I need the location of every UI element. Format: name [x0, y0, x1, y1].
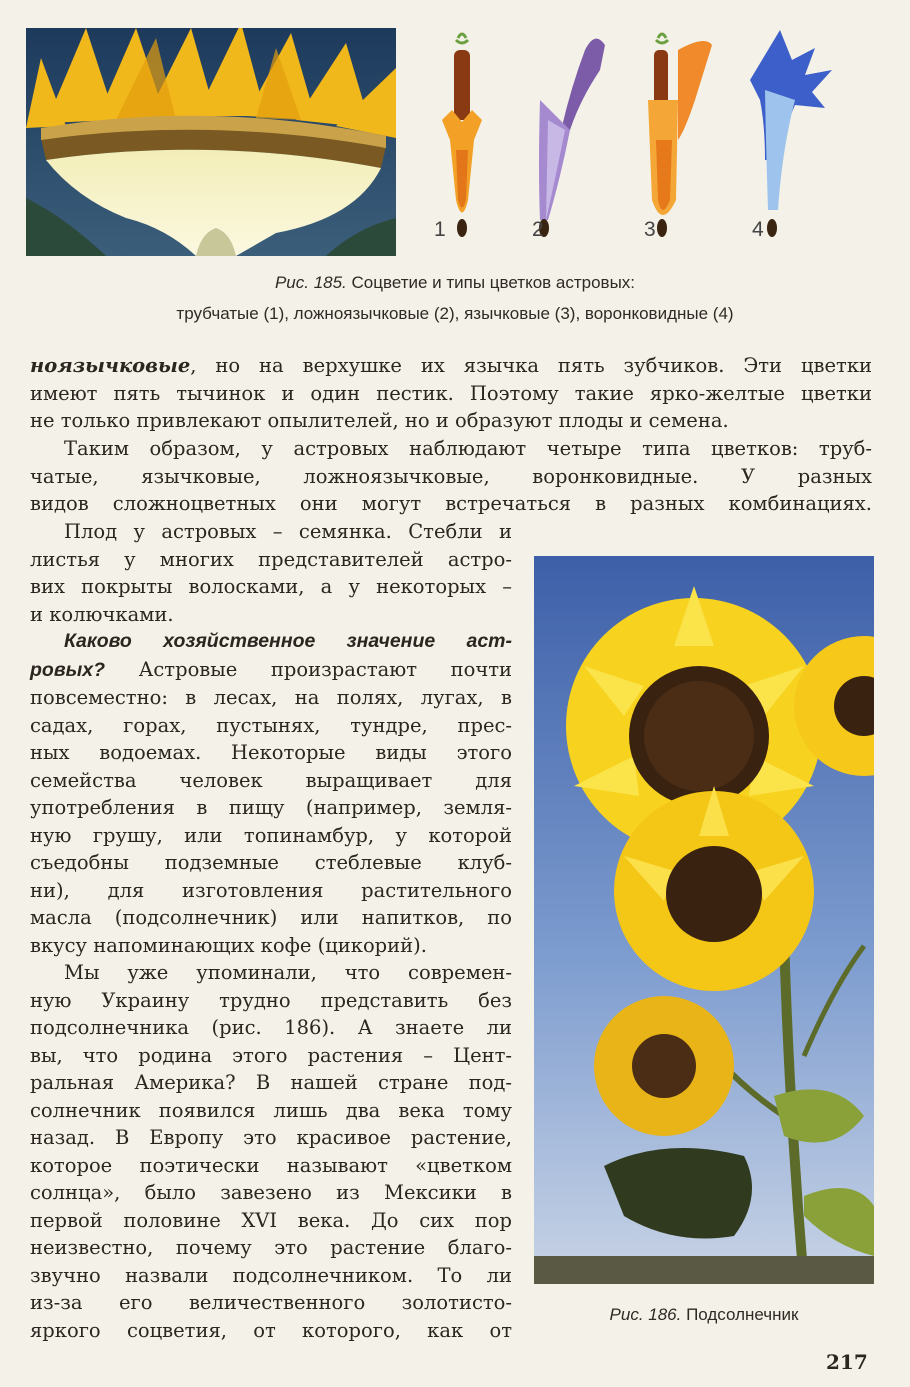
paragraph-4-line: повсеместно: в лесах, на полях, лугах, в: [30, 686, 512, 709]
ligulate-flower-drawing: [648, 34, 712, 237]
paragraph-1: ноязычковые, но на верхушке их язычка пять зубчиков. Эти цветки имеют пять тычинок и один пестик. Поэтому такие ярко-желтые цветки не только привлекают опылителей, но и образуют плоды и семена.: [30, 352, 872, 435]
paragraph-2: [30, 435, 872, 518]
term-false-ligulate: ноязычковые: [30, 354, 191, 377]
paragraph-5-line: ную Украину трудно представить без: [30, 988, 512, 1012]
paragraph-4-line: ни), для изготовления растительного: [30, 878, 512, 902]
paragraph-4-line: садах, горах, пустынях, тундре, прес-: [30, 713, 512, 737]
flower-label-4: 4: [752, 218, 764, 241]
sunflower-section-photo: [26, 28, 396, 256]
figure-185-prefix: Рис. 185.: [274, 273, 347, 292]
paragraph-1-line-2: имеют пять тычинок и один пестик. Поэтому такие ярко-желтые цветки: [30, 381, 872, 405]
paragraph-2-line-3: видов сложноцветных они могут встречаться в разных комбинациях.: [30, 492, 872, 515]
flower-label-3: 3: [644, 218, 656, 241]
section-question-line-2: ровых?: [30, 658, 106, 681]
paragraph-5-line: яркого соцветия, от которого, как от: [30, 1318, 512, 1342]
paragraph-4-line: ных водоемах. Некоторые виды этого: [30, 741, 512, 764]
paragraph-5-line: из-за его величественного золотисто-: [30, 1291, 512, 1314]
paragraph-1-line-3: не только привлекают опылителей, но и образуют плоды и семена.: [30, 409, 729, 432]
figure-186-title: Подсолнечник: [681, 1305, 799, 1324]
figure-185-caption: [30, 273, 880, 293]
flower-label-2: 2: [532, 218, 544, 241]
paragraph-5-line: ральная Америка? В нашей стране под-: [30, 1071, 512, 1094]
paragraph-4-line: вкусу напоминающих кофе (цикорий).: [30, 933, 427, 957]
tubular-flower-drawing: [442, 34, 482, 237]
paragraph-5-line: подсолнечника (рис. 186). А знаете ли: [30, 1016, 512, 1039]
flower-types-illustration: [420, 30, 850, 245]
paragraph-2-line-1: Таким образом, у астровых наблюдают четыре типа цветков: труб-: [64, 437, 872, 460]
paragraph-4-line: употребления в пищу (например, земля-: [30, 796, 512, 819]
paragraph-5-line: первой половине XVI века. До сих пор: [30, 1208, 512, 1232]
paragraph-5-line: которое поэтически называют «цветком: [30, 1153, 512, 1177]
figure-185-title: Соцветие и типы цветков астровых:: [346, 273, 636, 292]
sunflower-photo: [534, 556, 874, 1284]
paragraph-5-line: Мы уже упоминали, что современ-: [64, 961, 512, 984]
paragraph-4-line: семейства человек выращивает для: [30, 768, 512, 792]
figure-186-caption: [534, 1305, 874, 1325]
figure-186-prefix: Рис. 186.: [609, 1305, 682, 1324]
paragraph-4-line: ную грушу, или топинамбур, у которой: [30, 823, 512, 847]
figure-185-caption-line2: трубчатые (1), ложноязычковые (2), язычковые (3), воронковидные (4): [176, 304, 734, 323]
funnel-flower-drawing: [750, 30, 832, 237]
sunflower-illustration: [534, 556, 874, 1284]
paragraph-3-line-4: и колючками.: [30, 602, 174, 626]
false-ligulate-flower-drawing: [539, 39, 605, 237]
paragraph-5-line: неизвестно, почему это растение благо-: [30, 1236, 512, 1259]
paragraph-3-line-2: листья у многих представителей астро-: [30, 547, 512, 571]
paragraph-3-line-3: вих покрыты волосками, а у некоторых –: [30, 575, 512, 598]
section-question-line-1: Каково хозяйственное значение аст-: [64, 630, 512, 652]
paragraph-5-line: солнечник появился лишь два века тому: [30, 1098, 512, 1122]
paragraph-3-line-1: Плод у астровых – семянка. Стебли и: [64, 520, 512, 543]
paragraph-5-line: назад. В Европу это красивое растение,: [30, 1126, 512, 1149]
left-column: Плод у астровых – семянка. Стебли и листья у многих представителей астро- вих покрыты волосками, а у некоторых – и колючками. Каково хозяйственное значение аст- ровых? Астровые произрастают почти повсеместно: в лесах, на полях, лугах, в садах, горах, пустынях, тундре, прес- ных водоемах. Некоторые виды этого семейства человек выращивает для употребления в пищу (например, земля- ную грушу, или топинамбур, у которой съедобны подземные стеблевые клуб- ни), для изготовления растительного масла (подсолнечник) или напитков, по вкусу напоминающих кофе (цикорий). Мы уже упоминали, что современ- ную Украину трудно представить без подсолнечника (рис. 186). А знаете ли вы, что родина этого растения – Цент- ральная Америка? В нашей стране под- солнечник появился лишь два века тому назад. В Европу это красивое растение, которое поэтически называют «цветком солнца», было завезено из Мексики в первой половине XVI века. До сих пор неизвестно, почему это растение благо- звучно назвали подсолнечником. То ли из-за его величественного золотисто- яркого соцветия, от которого, как от: [30, 518, 512, 1344]
flower-label-1: 1: [434, 218, 446, 241]
paragraph-2-line-2: чатые, язычковые, ложноязычковые, воронковидные. У разных: [30, 464, 872, 488]
paragraph-5-line: звучно назвали подсолнечником. То ли: [30, 1263, 512, 1287]
sunflower-section-illustration: [26, 28, 396, 256]
paragraph-5-line: солнца», было завезено из Мексики в: [30, 1181, 512, 1204]
paragraph-5-line: вы, что родина этого растения – Цент-: [30, 1043, 512, 1067]
paragraph-4-line: съедобны подземные стеблевые клуб-: [30, 851, 512, 874]
page-number: 217: [826, 1350, 868, 1374]
paragraph-4-line: масла (подсолнечник) или напитков, по: [30, 906, 512, 929]
